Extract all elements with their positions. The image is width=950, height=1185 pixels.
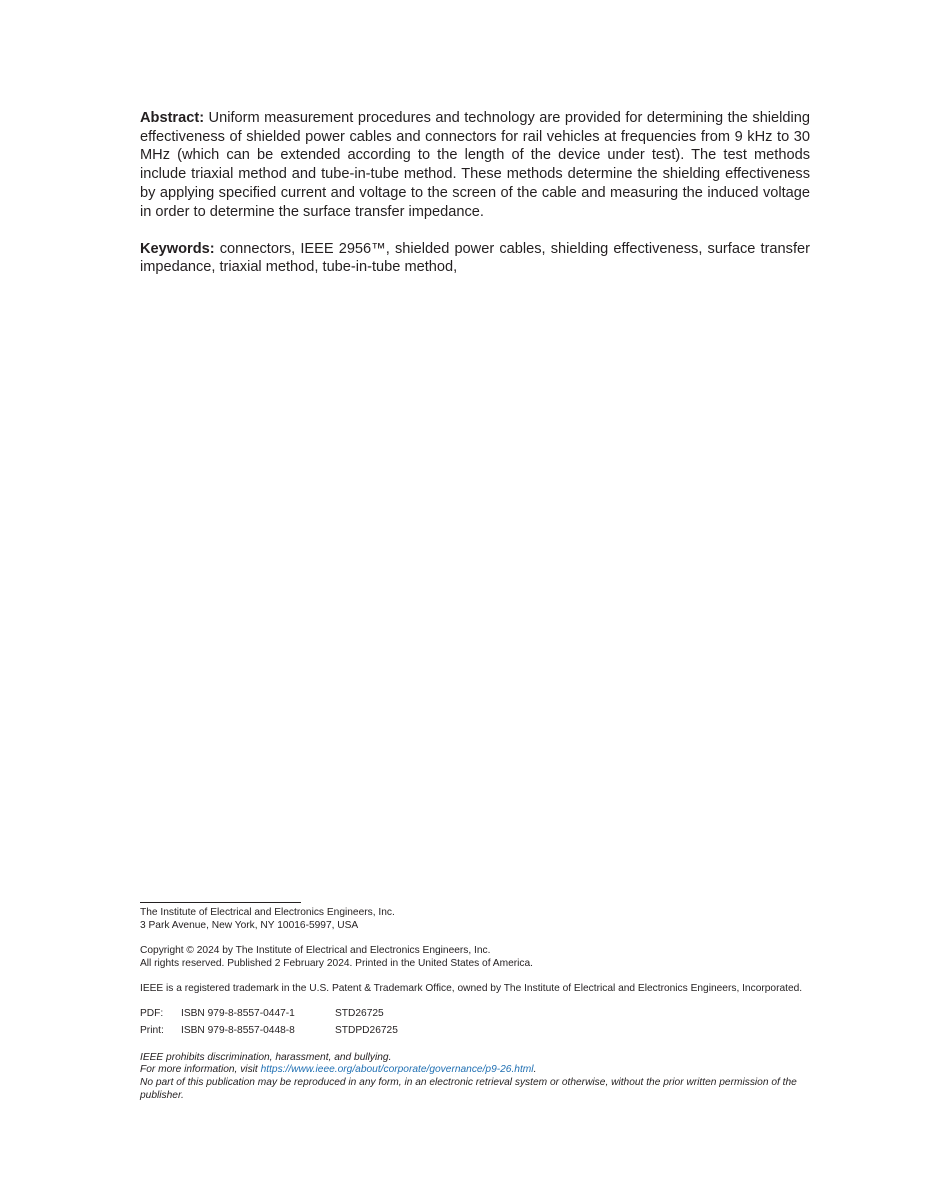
isbn-format: Print: xyxy=(140,1024,164,1036)
copyright-line: Copyright © 2024 by The Institute of Electrical and Electronics Engineers, Inc. xyxy=(140,944,491,956)
abstract-paragraph xyxy=(140,109,810,221)
isbn-code: STD26725 xyxy=(335,1008,384,1020)
more-info-prefix: For more information, visit xyxy=(140,1064,261,1076)
legal-notice xyxy=(140,1052,812,1102)
keywords-paragraph xyxy=(140,240,810,277)
publisher-address: 3 Park Avenue, New York, NY 10016-5997, USA xyxy=(140,919,359,931)
trademark-notice: IEEE is a registered trademark in the U.S. Patent & Trademark Office, owned by The Institute of Electrical and Electronics Engineers, Incorporated. xyxy=(140,982,803,994)
more-info-line xyxy=(140,1064,812,1077)
reproduction-notice: No part of this publication may be reproduced in any form, in an electronic retrieval system or otherwise, without the prior written permission of the publisher. xyxy=(140,1076,797,1101)
isbn-number: ISBN 979-8-8557-0448-8 xyxy=(181,1024,295,1036)
isbn-table xyxy=(140,1008,398,1040)
copyright-footer xyxy=(140,902,812,1102)
abstract-section xyxy=(140,109,810,277)
more-info-suffix: . xyxy=(533,1064,537,1076)
anti-harassment-statement: IEEE prohibits discrimination, harassment, and bullying. xyxy=(140,1051,392,1063)
isbn-row-print xyxy=(140,1025,398,1041)
publisher-name: The Institute of Electrical and Electronics Engineers, Inc. xyxy=(140,907,395,918)
isbn-row-pdf xyxy=(140,1008,398,1024)
footnote-divider xyxy=(140,902,301,903)
isbn-code: STDPD26725 xyxy=(335,1024,398,1036)
isbn-number: ISBN 979-8-8557-0447-1 xyxy=(181,1008,295,1020)
policy-link[interactable]: https://www.ieee.org/about/corporate/governance/p9-26.html xyxy=(260,1064,534,1076)
rights-line: All rights reserved. Published 2 February 2024. Printed in the United States of America. xyxy=(140,957,533,969)
abstract-text: Uniform measurement procedures and technology are provided for determining the shielding effectiveness of shielded power cables and connectors for rail vehicles at frequencies from 9 kHz to 30 MHz (which can be extended according to the length of the device under test). The test methods include triaxial method and tube-in-tube method. These methods determine the shielding effectiveness by applying specified current and voltage to the screen of the cable and measuring the induced voltage in order to determine the surface transfer impedance. xyxy=(140,110,810,220)
keywords-text: connectors, IEEE 2956™, shielded power cables, shielding effectiveness, surface transfer impedance, triaxial method, tube-in-tube method, xyxy=(140,240,810,276)
isbn-format: PDF: xyxy=(140,1008,164,1020)
keywords-label: Keywords: xyxy=(140,240,215,257)
abstract-label: Abstract: xyxy=(140,110,205,126)
